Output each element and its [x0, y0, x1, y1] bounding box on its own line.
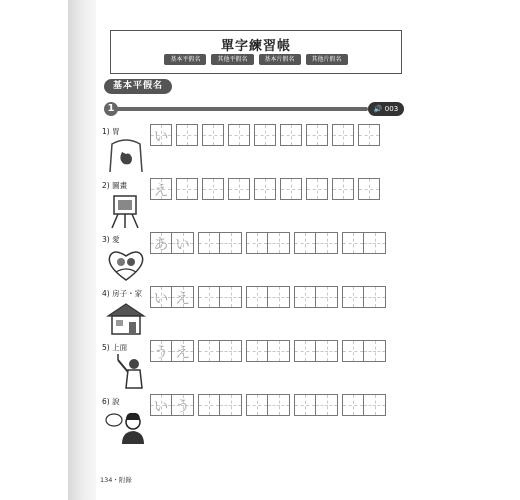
writing-cell[interactable] — [172, 286, 194, 308]
practice-word-group — [150, 232, 194, 254]
tracing-kana: い — [153, 289, 169, 307]
page-header — [110, 30, 402, 74]
writing-cell[interactable] — [254, 178, 276, 200]
writing-cell[interactable] — [176, 124, 198, 146]
exercise-label: 5) 上面 — [102, 343, 128, 352]
practice-word-group — [150, 124, 172, 146]
writing-cell[interactable] — [364, 286, 386, 308]
writing-cell[interactable] — [364, 394, 386, 416]
writing-cell[interactable] — [294, 286, 316, 308]
practice-word-group — [246, 286, 290, 308]
writing-cell[interactable] — [246, 286, 268, 308]
practice-grid — [150, 232, 386, 254]
writing-cell[interactable] — [280, 178, 302, 200]
writing-cell[interactable] — [202, 124, 224, 146]
writing-cell[interactable] — [198, 232, 220, 254]
exercise-label: 4) 房子・家 — [102, 289, 143, 298]
practice-word-group — [228, 178, 250, 200]
writing-cell[interactable] — [364, 340, 386, 362]
tracing-kana: い — [153, 397, 169, 415]
practice-word-group — [198, 394, 242, 416]
practice-grid — [150, 394, 386, 416]
house-icon — [104, 300, 148, 336]
practice-word-group — [342, 340, 386, 362]
speaker-icon: 🔊 — [373, 105, 383, 113]
writing-cell[interactable] — [228, 124, 250, 146]
page-title: 單字練習帳 — [220, 39, 291, 54]
writing-cell[interactable] — [220, 394, 242, 416]
practice-word-group — [150, 394, 194, 416]
practice-word-group — [254, 124, 276, 146]
practice-word-group — [246, 232, 290, 254]
exercise-item-5 — [102, 340, 392, 390]
writing-cell[interactable] — [254, 124, 276, 146]
practice-word-group — [198, 286, 242, 308]
exercise-item-1 — [102, 124, 392, 174]
tab-other-katakana[interactable]: 其他片假名 — [306, 54, 348, 65]
writing-cell[interactable] — [268, 340, 290, 362]
writing-cell[interactable] — [176, 178, 198, 200]
tracing-kana: え — [153, 181, 169, 199]
practice-word-group — [254, 178, 276, 200]
exercise-item-3 — [102, 232, 392, 282]
practice-word-group — [150, 178, 172, 200]
practice-word-group — [342, 394, 386, 416]
writing-cell[interactable] — [150, 178, 172, 200]
loving-couple-icon — [104, 246, 148, 282]
writing-cell[interactable] — [150, 232, 172, 254]
writing-cell[interactable] — [150, 394, 172, 416]
speaking-woman-icon — [104, 408, 148, 444]
writing-cell[interactable] — [342, 340, 364, 362]
practice-word-group — [198, 232, 242, 254]
writing-cell[interactable] — [316, 394, 338, 416]
practice-word-group — [342, 232, 386, 254]
practice-word-group — [306, 178, 328, 200]
writing-cell[interactable] — [220, 232, 242, 254]
workbook-page — [96, 0, 520, 500]
lesson-number: 1 — [104, 102, 118, 116]
practice-word-group — [294, 394, 338, 416]
practice-word-group — [202, 124, 224, 146]
writing-cell[interactable] — [246, 232, 268, 254]
writing-cell[interactable] — [306, 124, 328, 146]
book-spine-shadow — [68, 0, 96, 500]
writing-cell[interactable] — [150, 286, 172, 308]
exercise-item-2 — [102, 178, 392, 228]
practice-word-group — [150, 286, 194, 308]
audio-track-number: 003 — [384, 105, 399, 113]
header-tabs — [111, 54, 401, 65]
writing-cell[interactable] — [316, 286, 338, 308]
tab-basic-hiragana[interactable]: 基本平假名 — [164, 54, 206, 65]
writing-cell[interactable] — [198, 340, 220, 362]
painting-easel-icon — [104, 192, 148, 228]
practice-word-group — [332, 178, 354, 200]
exercise-label: 3) 愛 — [102, 235, 120, 244]
writing-cell[interactable] — [172, 232, 194, 254]
writing-cell[interactable] — [342, 394, 364, 416]
practice-word-group — [280, 124, 302, 146]
tracing-kana: あ — [153, 235, 169, 253]
pointing-up-icon — [104, 354, 148, 390]
writing-cell[interactable] — [332, 178, 354, 200]
exercise-item-6 — [102, 394, 392, 444]
practice-word-group — [358, 178, 380, 200]
writing-cell[interactable] — [364, 232, 386, 254]
exercise-item-4 — [102, 286, 392, 336]
writing-cell[interactable] — [316, 232, 338, 254]
tracing-kana: え — [174, 289, 190, 307]
practice-word-group — [176, 124, 198, 146]
practice-grid — [150, 178, 380, 200]
practice-word-group — [294, 232, 338, 254]
practice-word-group — [306, 124, 328, 146]
practice-grid — [150, 286, 386, 308]
writing-cell[interactable] — [198, 286, 220, 308]
writing-cell[interactable] — [358, 178, 380, 200]
page-footer: 134・附錄 — [100, 476, 132, 484]
writing-cell[interactable] — [280, 124, 302, 146]
writing-cell[interactable] — [268, 232, 290, 254]
writing-cell[interactable] — [220, 286, 242, 308]
writing-cell[interactable] — [268, 286, 290, 308]
exercise-label: 2) 圖畫 — [102, 181, 128, 190]
practice-word-group — [280, 178, 302, 200]
tab-basic-katakana[interactable]: 基本片假名 — [259, 54, 301, 65]
practice-word-group — [198, 340, 242, 362]
tab-other-hiragana[interactable]: 其他平假名 — [211, 54, 253, 65]
stomach-icon — [104, 138, 148, 174]
section-badge: 基本平假名 — [104, 79, 172, 94]
exercise-label: 1) 胃 — [102, 127, 120, 136]
tracing-kana: え — [174, 343, 190, 361]
practice-word-group — [228, 124, 250, 146]
practice-word-group — [294, 340, 338, 362]
writing-cell[interactable] — [316, 340, 338, 362]
practice-word-group — [342, 286, 386, 308]
practice-word-group — [294, 286, 338, 308]
tracing-kana: う — [174, 397, 190, 415]
writing-cell[interactable] — [172, 394, 194, 416]
writing-cell[interactable] — [268, 394, 290, 416]
writing-cell[interactable] — [198, 394, 220, 416]
writing-cell[interactable] — [358, 124, 380, 146]
exercise-label: 6) 說 — [102, 397, 120, 406]
practice-word-group — [358, 124, 380, 146]
practice-word-group — [246, 394, 290, 416]
writing-cell[interactable] — [150, 124, 172, 146]
practice-word-group — [176, 178, 198, 200]
writing-cell[interactable] — [172, 340, 194, 362]
tracing-kana: い — [174, 235, 190, 253]
writing-cell[interactable] — [202, 178, 224, 200]
writing-cell[interactable] — [306, 178, 328, 200]
writing-cell[interactable] — [246, 394, 268, 416]
writing-cell[interactable] — [228, 178, 250, 200]
tracing-kana: う — [153, 343, 169, 361]
tracing-kana: い — [153, 127, 169, 145]
writing-cell[interactable] — [342, 286, 364, 308]
practice-grid — [150, 340, 386, 362]
audio-track-button[interactable] — [368, 102, 404, 116]
writing-cell[interactable] — [294, 394, 316, 416]
practice-word-group — [202, 178, 224, 200]
practice-word-group — [332, 124, 354, 146]
writing-cell[interactable] — [294, 340, 316, 362]
lesson-divider-bar — [116, 107, 368, 111]
writing-cell[interactable] — [246, 340, 268, 362]
practice-word-group — [246, 340, 290, 362]
writing-cell[interactable] — [294, 232, 316, 254]
writing-cell[interactable] — [220, 340, 242, 362]
writing-cell[interactable] — [150, 340, 172, 362]
writing-cell[interactable] — [332, 124, 354, 146]
practice-word-group — [150, 340, 194, 362]
writing-cell[interactable] — [342, 232, 364, 254]
practice-grid — [150, 124, 380, 146]
